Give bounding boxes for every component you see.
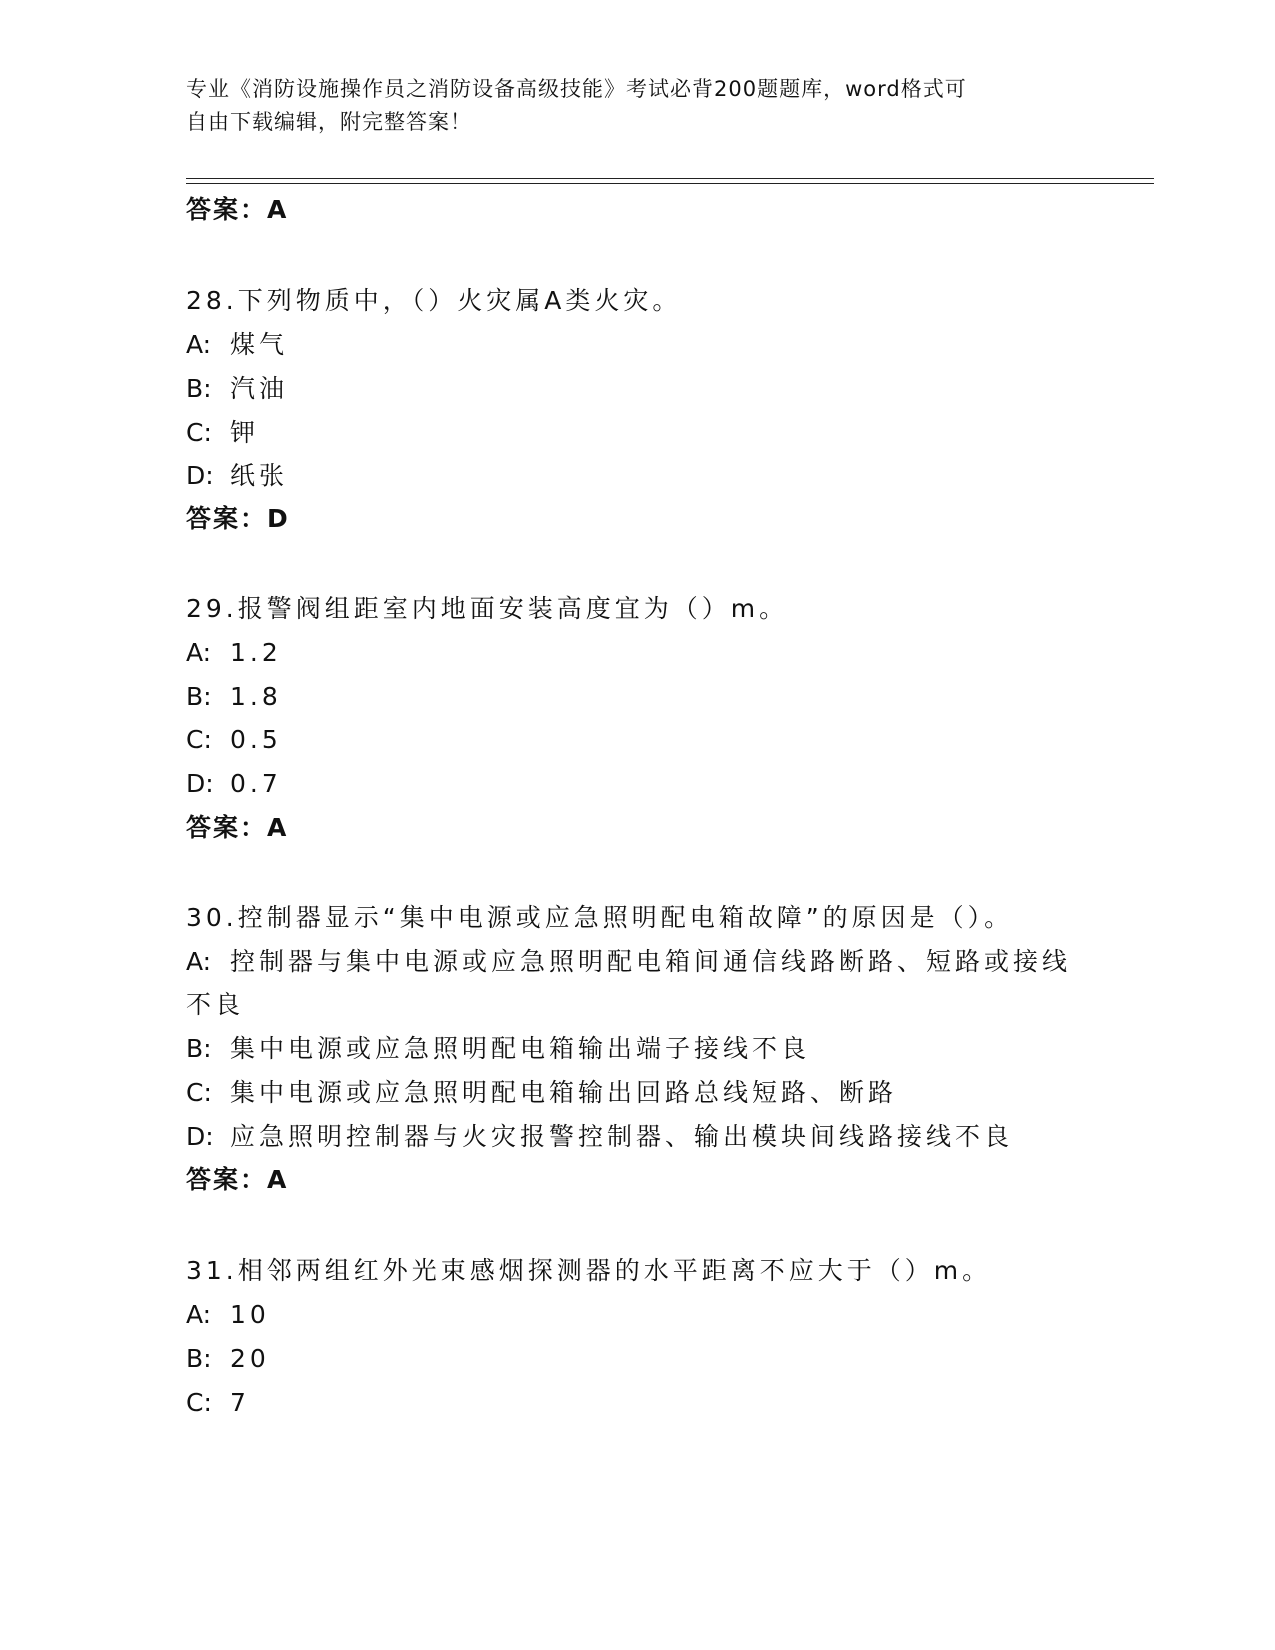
option-31-a: A: 10: [186, 1300, 270, 1329]
header-divider-top: [186, 178, 1154, 179]
option-28-c: C: 钾: [186, 418, 260, 447]
option-29-a: A: 1.2: [186, 638, 282, 667]
answer-line: 答案：A: [186, 195, 289, 224]
question-stem-31: 31.相邻两组红外光束感烟探测器的水平距离不应大于（）m。: [186, 1256, 992, 1285]
header-line-2: 自由下载编辑，附完整答案！: [186, 110, 472, 134]
document-header: [186, 73, 1076, 139]
header-divider-bottom: [186, 183, 1154, 184]
option-31-c: C: 7: [186, 1388, 250, 1417]
option-30-c: C: 集中电源或应急照明配电箱输出回路总线短路、断路: [186, 1078, 898, 1107]
answer-28: 答案：D: [186, 504, 290, 533]
option-30-b: B: 集中电源或应急照明配电箱输出端子接线不良: [186, 1034, 811, 1063]
option-28-d: D: 纸张: [186, 461, 289, 490]
option-29-c: C: 0.5: [186, 725, 282, 754]
option-30-d: D: 应急照明控制器与火灾报警控制器、输出模块间线路接线不良: [186, 1122, 1014, 1151]
option-28-a: A: 煤气: [186, 330, 289, 359]
option-30-a-continued: 不良: [186, 990, 245, 1019]
question-stem-29: 29.报警阀组距室内地面安装高度宜为（）m。: [186, 594, 789, 623]
option-30-a: A: 控制器与集中电源或应急照明配电箱间通信线路断路、短路或接线: [186, 947, 1072, 976]
option-31-b: B: 20: [186, 1344, 270, 1373]
answer-29: 答案：A: [186, 813, 289, 842]
option-28-b: B: 汽油: [186, 374, 289, 403]
option-29-d: D: 0.7: [186, 769, 282, 798]
question-stem-30: 30.控制器显示“集中电源或应急照明配电箱故障”的原因是（）。: [186, 903, 1014, 932]
question-stem-28: 28.下列物质中，（）火灾属A类火灾。: [186, 286, 682, 315]
option-29-b: B: 1.8: [186, 682, 282, 711]
header-line-1: 专业《消防设施操作员之消防设备高级技能》考试必背200题题库，word格式可: [186, 77, 967, 101]
answer-30: 答案：A: [186, 1165, 289, 1194]
